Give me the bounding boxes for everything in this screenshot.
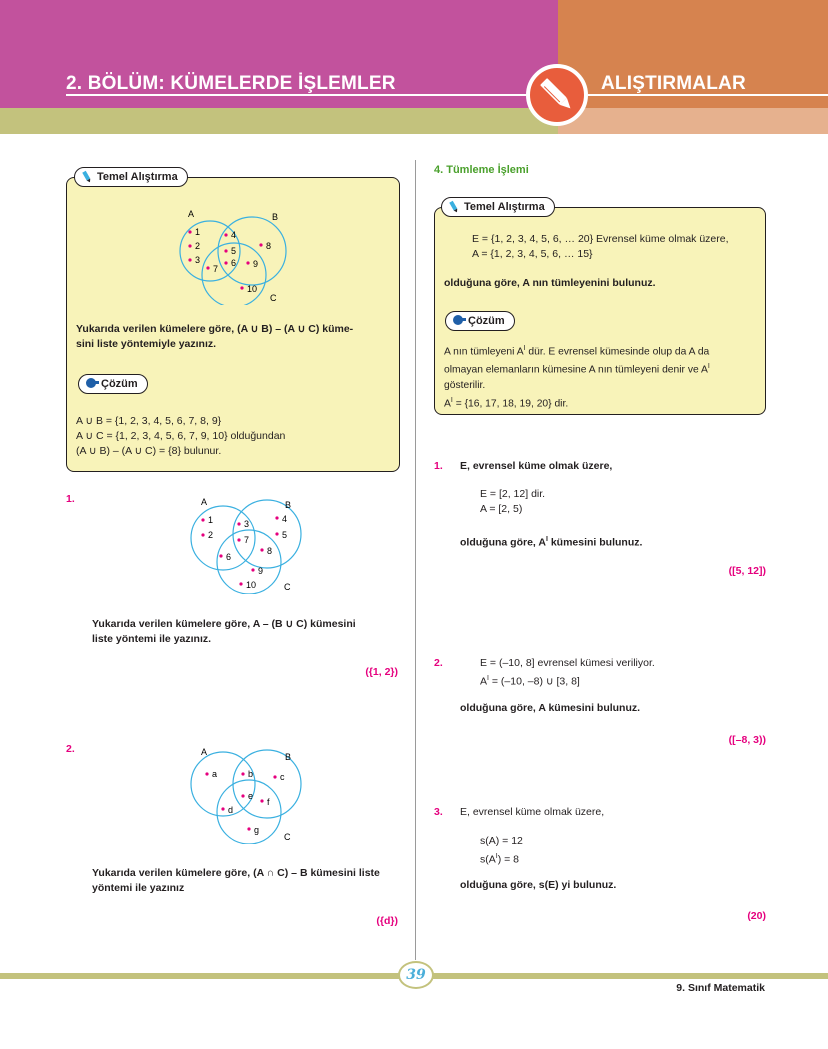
chapter-title: 2. BÖLÜM: KÜMELERDE İŞLEMLER <box>66 73 396 94</box>
venn-element: 7 <box>213 264 219 274</box>
question-line: yöntemi ile yazınız <box>92 882 185 894</box>
right-solution-pill <box>445 311 515 331</box>
question-line: Yukarıda verilen kümelere göre, (A ∩ C) – B kümesini liste <box>92 867 380 879</box>
venn-element: 5 <box>282 530 288 540</box>
question-number: 3. <box>434 806 443 818</box>
q2-answer: ({d}) <box>376 915 398 927</box>
solution-pill <box>78 374 148 394</box>
solution-line: (A ∪ B) – (A ∪ C) = {8} bulunur. <box>76 445 222 457</box>
given-line: A = [2, 5) <box>480 503 523 515</box>
pencil-icon <box>81 170 93 184</box>
venn-element: 4 <box>282 514 288 524</box>
given-line: E = [2, 12] dir. <box>480 488 546 500</box>
example-venn-diagram <box>170 205 300 305</box>
venn-label: A <box>188 209 195 219</box>
rq1-answer: ([5, 12]) <box>728 565 766 577</box>
venn-element: g <box>254 825 260 835</box>
pencil-icon <box>530 68 584 122</box>
rq2-answer: ([–8, 3)) <box>728 734 766 746</box>
rq1-question: olduğuna göre, $A^I$ kümesini bulunuz. <box>460 536 643 549</box>
venn-element: c <box>280 772 285 782</box>
venn-circle-b <box>218 217 286 285</box>
right-example-pill <box>441 197 555 217</box>
venn-element: 3 <box>195 255 201 265</box>
q1-answer: ({1, 2}) <box>365 666 398 678</box>
venn-element: 2 <box>195 241 201 251</box>
given-line: E = (–10, 8] evrensel kümesi veriliyor. <box>480 657 655 669</box>
solution-line: $A^I = \{16$, 17, 18, 19, 20} dir. <box>444 396 569 410</box>
venn-label: C <box>270 293 277 303</box>
section-heading: 4. Tümleme İşlemi <box>434 164 529 176</box>
example-question <box>76 322 394 352</box>
rq3-question: olduğuna göre, s(E) yi bulunuz. <box>460 879 617 891</box>
rq3-intro: E, evrensel küme olmak üzere, <box>460 806 605 818</box>
pencil-badge <box>526 64 588 126</box>
venn-element: 1 <box>195 227 201 237</box>
question-number: 2. <box>66 743 75 755</box>
venn-element: 1 <box>208 515 214 525</box>
page-number: 39 <box>398 961 434 989</box>
venn-element: 10 <box>246 580 257 590</box>
venn-element: 3 <box>244 519 250 529</box>
given-line: $A^I = (-10$, –8) ∪ [3, 8] <box>480 675 580 688</box>
section-title-underline <box>588 94 828 96</box>
book-title: 9. Sınıf Matematik <box>676 982 765 994</box>
question-number: 2. <box>434 657 443 669</box>
question-number: 1. <box>434 460 443 472</box>
chapter-title-underline <box>66 94 526 96</box>
given-line: A = {1, 2, 3, 4, 5, 6, … 15} <box>472 248 593 260</box>
pointing-hand-icon <box>452 314 466 326</box>
rq3-answer: (20) <box>747 910 766 922</box>
right-example-solution <box>444 341 762 411</box>
solution-line: gösterilir. <box>444 379 486 391</box>
pencil-icon <box>448 200 460 214</box>
venn-element: d <box>228 805 234 815</box>
right-solution-pill-label: Çözüm <box>468 315 505 327</box>
example-pill <box>74 167 188 187</box>
venn-label: B <box>285 500 292 510</box>
example-solution <box>76 414 394 459</box>
venn-element: e <box>248 791 254 801</box>
question-line: liste yöntemi ile yazınız. <box>92 633 212 645</box>
right-example-pill-label: Temel Alıştırma <box>464 201 545 213</box>
question-line: Yukarıda verilen kümelere göre, A – (B ∪ C) kümesini <box>92 618 356 630</box>
venn-element: f <box>267 797 270 807</box>
venn-element: 8 <box>267 546 273 556</box>
rq2-given <box>480 656 655 690</box>
venn-element: 9 <box>253 259 259 269</box>
solution-pill-label: Çözüm <box>101 378 138 390</box>
venn-element: 2 <box>208 530 214 540</box>
venn-element: 4 <box>231 230 237 240</box>
venn-element: 5 <box>231 246 237 256</box>
example-question-line: sini liste yöntemiyle yazınız. <box>76 338 217 350</box>
given-line: s(A) = 12 <box>480 835 523 847</box>
q1-venn-diagram <box>185 494 315 594</box>
venn-element: a <box>212 769 218 779</box>
venn-label: A <box>201 747 208 757</box>
header-band-left <box>0 108 558 134</box>
venn-label: C <box>284 832 291 842</box>
venn-element: 8 <box>266 241 272 251</box>
question-number: 1. <box>66 493 75 505</box>
q2-text <box>92 866 402 896</box>
rq1-given <box>480 487 545 517</box>
rq3-given <box>480 834 523 868</box>
venn-label: B <box>285 752 292 762</box>
header-band-right <box>558 108 828 134</box>
right-example-given <box>472 232 762 262</box>
example-pill-label: Temel Alıştırma <box>97 171 178 183</box>
solution-line: A nın tümleyeni $A^I$ dür. E evrensel kümesinde olup da A da <box>444 345 710 358</box>
given-line: $s(A^I) = 8$ <box>480 853 520 866</box>
venn-element: 10 <box>247 284 258 294</box>
example-question-line: Yukarıda verilen kümelere göre, (A ∪ B) – (A ∪ C) küme- <box>76 323 354 335</box>
venn-element: 9 <box>258 566 264 576</box>
venn-label: B <box>272 212 279 222</box>
venn-element: 7 <box>244 535 250 545</box>
column-divider <box>415 160 416 960</box>
q1-text <box>92 617 398 647</box>
venn-label: A <box>201 497 208 507</box>
rq2-question: olduğuna göre, A kümesini bulunuz. <box>460 702 641 714</box>
venn-element: b <box>248 769 254 779</box>
solution-line: A ∪ C = {1, 2, 3, 4, 5, 6, 7, 9, 10} olduğundan <box>76 430 286 442</box>
q2-venn-diagram <box>185 744 315 844</box>
given-line: E = {1, 2, 3, 4, 5, 6, … 20} Evrensel küme olmak üzere, <box>472 233 729 245</box>
right-example-question: olduğuna göre, A nın tümleyenini bulunuz. <box>444 277 656 289</box>
section-title: ALIŞTIRMALAR <box>601 73 746 94</box>
pointing-hand-icon <box>85 377 99 389</box>
venn-element: 6 <box>231 258 237 268</box>
solution-line: olmayan elemanların kümesine A nın tümleyeni denir ve $A^I$ <box>444 363 710 376</box>
venn-element: 6 <box>226 552 232 562</box>
rq1-intro: E, evrensel küme olmak üzere, <box>460 460 613 472</box>
venn-label: C <box>284 582 291 592</box>
solution-line: A ∪ B = {1, 2, 3, 4, 5, 6, 7, 8, 9} <box>76 415 222 427</box>
